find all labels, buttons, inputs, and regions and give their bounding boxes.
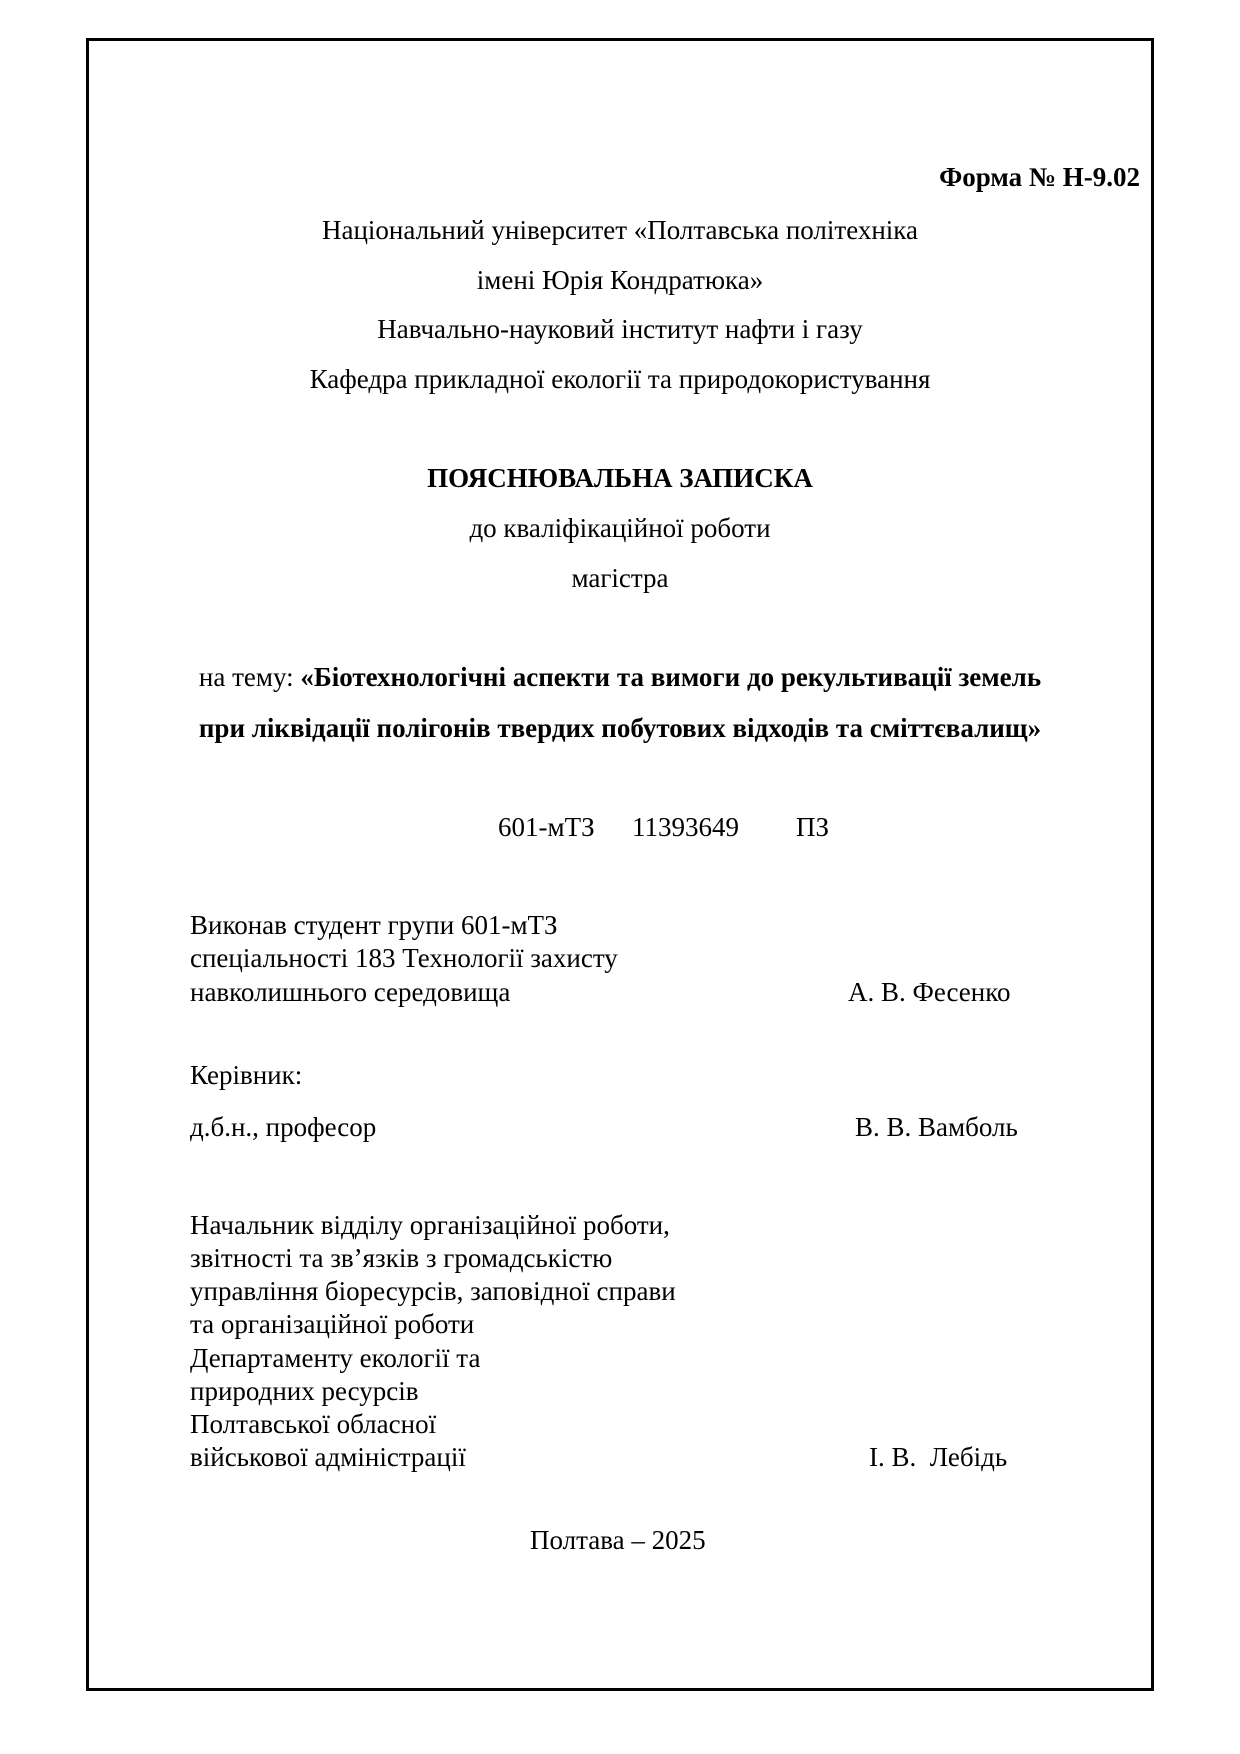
supervisor-label: Керівник: bbox=[190, 1060, 303, 1090]
code-number: 11393649 bbox=[632, 812, 739, 842]
supervisor-name: В. В. Вамболь bbox=[855, 1112, 1018, 1142]
document-title: ПОЯСНЮВАЛЬНА ЗАПИСКА bbox=[427, 463, 813, 493]
student-line: Виконав студент групи 601-мТЗ bbox=[190, 910, 558, 940]
topic-line2: при ліквідації полігонів твердих побутових відходів та сміттєвалищ» bbox=[198, 713, 1042, 743]
student-line: навколишнього середовища bbox=[190, 977, 511, 1007]
consultant-line: Начальник відділу організаційної роботи, bbox=[190, 1210, 670, 1240]
consultant-line: Полтавської обласної bbox=[190, 1409, 437, 1439]
city-year: Полтава – 2025 bbox=[530, 1525, 706, 1555]
topic-line1 bbox=[86, 661, 1154, 693]
topic-prefix: на тему: bbox=[198, 662, 301, 692]
consultant-line: військової адміністрації bbox=[190, 1442, 466, 1472]
topic-text-1: «Біотехнологічні аспекти та вимоги до рекультивації земель bbox=[300, 662, 1042, 692]
consultant-name: І. В. Лебідь bbox=[869, 1442, 1008, 1472]
form-number: Форма № Н-9.02 bbox=[939, 162, 1140, 192]
university-line2: імені Юрія Кондратюка» bbox=[476, 265, 764, 295]
code-group: 601-мТЗ bbox=[498, 812, 595, 842]
consultant-line: та організаційної роботи bbox=[190, 1309, 475, 1339]
supervisor-title: д.б.н., професор bbox=[190, 1112, 377, 1142]
university-line1: Національний університет «Полтавська політехніка bbox=[322, 215, 918, 245]
institute: Навчально-науковий інститут нафти і газу bbox=[377, 314, 863, 344]
student-name: А. В. Фесенко bbox=[848, 977, 1011, 1007]
code-doc: ПЗ bbox=[796, 812, 830, 842]
consultant-line: природних ресурсів bbox=[190, 1376, 419, 1406]
student-line: спеціальності 183 Технології захисту bbox=[190, 943, 618, 973]
consultant-line: управління біоресурсів, заповідної справи bbox=[190, 1276, 676, 1306]
degree: магістра bbox=[571, 563, 669, 593]
consultant-line: звітності та зв’язків з громадськістю bbox=[190, 1243, 613, 1273]
consultant-line: Департаменту екології та bbox=[190, 1343, 481, 1373]
document-subtitle: до кваліфікаційної роботи bbox=[469, 513, 771, 543]
department: Кафедра прикладної екології та природокористування bbox=[309, 364, 931, 394]
